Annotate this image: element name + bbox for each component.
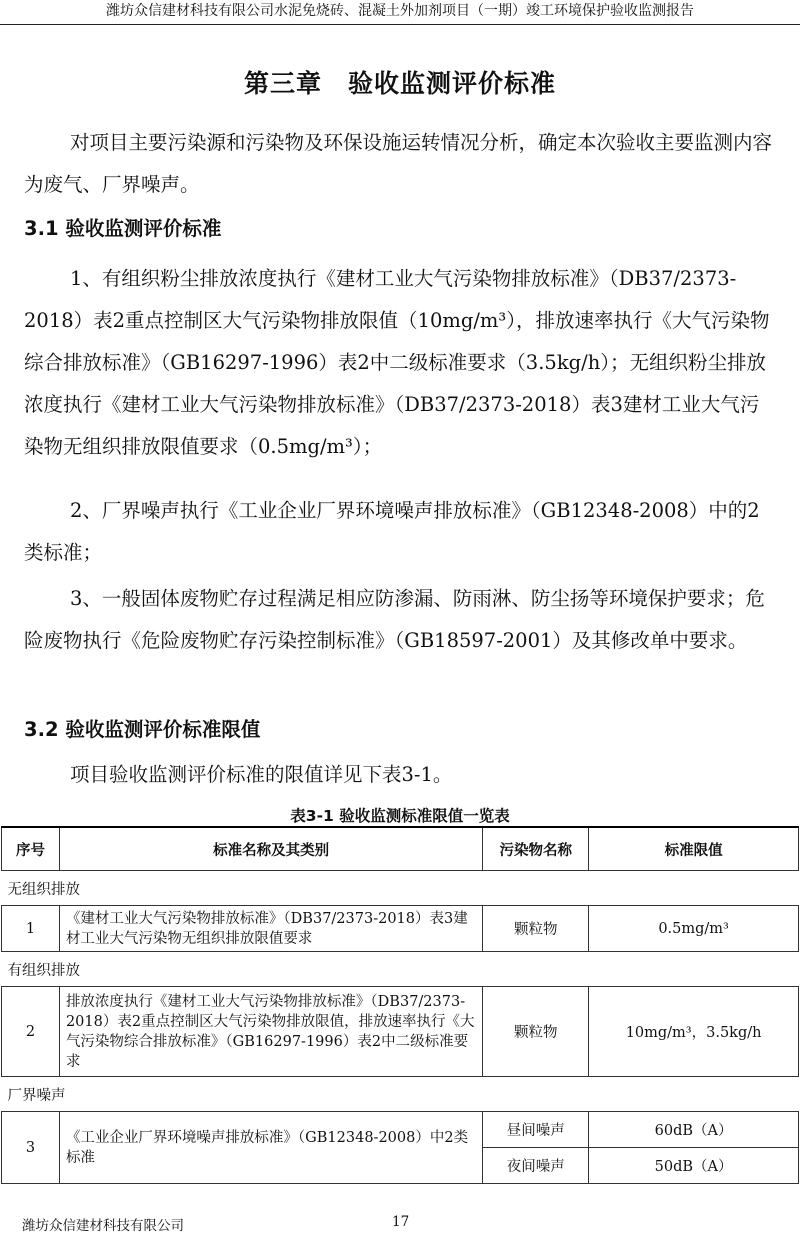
table-row [2,987,799,1077]
section-3-2-title: 3.2 验收监测评价标准限值 [24,718,261,741]
group-label: 有组织排放 [2,952,799,987]
row-standard: 排放浓度执行《建材工业大气污染物排放标准》（DB37/2373-2018）表2重点控制区大气污染物排放限值，排放速率执行《大气污染物综合排放标准》（GB16297-1996）表2中二级标准要求 [59,987,482,1077]
row-day-limit: 60dB（A） [589,1112,799,1148]
row-night-label: 夜间噪声 [483,1148,589,1184]
row-day-label: 昼间噪声 [483,1112,589,1148]
section-3-2-intro: 项目验收监测评价标准的限值详见下表3-1。 [70,763,453,786]
group-label: 厂界噪声 [2,1077,799,1112]
standard-item-3: 3、一般固体废物贮存过程满足相应防渗漏、防雨淋、防尘扬等环境保护要求；危险废物执行《危险废物贮存污染控制标准》（GB18597-2001）及其修改单中要求。 [24,587,765,652]
group-label: 无组织排放 [2,871,799,906]
group-row-organized [2,952,799,987]
row-no: 3 [2,1112,60,1184]
row-standard: 《工业企业厂界环境噪声排放标准》（GB12348-2008）中2类标准 [59,1112,482,1184]
table-caption: 表3-1 验收监测标准限值一览表 [290,807,510,825]
section-3-1-title: 3.1 验收监测评价标准 [24,217,222,240]
header-limit: 标准限值 [589,827,799,871]
row-pollutant: 颗粒物 [483,987,589,1077]
footer-company: 潍坊众信建材科技有限公司 [22,1218,184,1234]
chapter-title: 第三章 验收监测评价标准 [243,69,556,98]
page-number: 17 [392,1214,410,1230]
group-row-noise [2,1077,799,1112]
row-night-limit: 50dB（A） [589,1148,799,1184]
row-pollutant: 颗粒物 [483,906,589,952]
group-row-fugitive [2,871,799,906]
table-row [2,1112,799,1148]
standard-item-2: 2、厂界噪声执行《工业企业厂界环境噪声排放标准》（GB12348-2008）中的2类标准； [24,499,760,564]
row-no: 1 [2,906,60,952]
limits-table [1,826,799,1184]
table-row [2,906,799,952]
row-no: 2 [2,987,60,1077]
header-standard: 标准名称及其类别 [59,827,482,871]
table-header-row [2,827,799,871]
page-header: 潍坊众信建材科技有限公司水泥免烧砖、混凝土外加剂项目（一期）竣工环境保护验收监测报告 [0,0,800,25]
row-standard: 《建材工业大气污染物排放标准》（DB37/2373-2018）表3建材工业大气污染物无组织排放限值要求 [59,906,482,952]
header-pollutant: 污染物名称 [483,827,589,871]
intro-paragraph: 对项目主要污染源和污染物及环保设施运转情况分析，确定本次验收主要监测内容为废气、厂界噪声。 [24,131,773,196]
row-limit: 10mg/m³，3.5kg/h [589,987,799,1077]
standard-item-1: 1、有组织粉尘排放浓度执行《建材工业大气污染物排放标准》（DB37/2373-2018）表2重点控制区大气污染物排放限值（10mg/m³），排放速率执行《大气污染物综合排放标准》（GB16297-1996）表2中二级标准要求（3.5kg/h）；无组织粉尘排放浓度执行《建材工业大气污染物排放标准》（DB37/2373-2018）表3建材工业大气污染物无组织排放限值要求（0.5mg/m³）； [24,267,770,458]
header-no: 序号 [2,827,60,871]
row-limit: 0.5mg/m³ [589,906,799,952]
